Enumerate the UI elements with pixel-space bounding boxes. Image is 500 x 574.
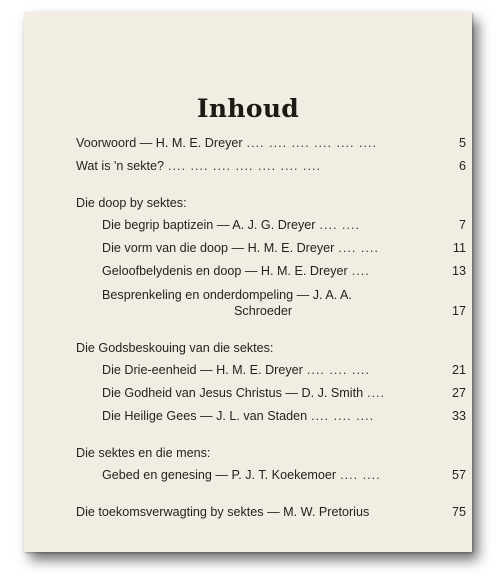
section-heading-text: Die sektes en die mens: [76, 446, 211, 460]
dot-leader: .... [351, 264, 370, 278]
page-number: 21 [451, 363, 466, 377]
toc-entry-text: Die vorm van die doop — H. M. E. Dreyer [102, 241, 335, 255]
toc-entry [76, 241, 466, 264]
section-gap [76, 182, 466, 196]
toc-entry-text: Geloofbelydenis en doop — H. M. E. Dreyer [102, 264, 348, 278]
section-heading-text: Die Godsbeskouing van die sektes: [76, 341, 274, 355]
page-number: 27 [451, 386, 466, 400]
section-gap [76, 327, 466, 341]
toc-entry [76, 363, 466, 386]
section-heading [76, 446, 466, 468]
toc-entry [76, 505, 466, 528]
page-number: 75 [451, 505, 466, 519]
dot-leader: .... .... [340, 468, 381, 482]
page-number: 5 [458, 136, 466, 150]
page-number: 13 [451, 264, 466, 278]
toc-entry-text-line1: Besprenkeling en onderdompeling — J. A. A. [102, 288, 352, 302]
page-title: Inhoud [196, 94, 300, 123]
page-number: 6 [458, 159, 466, 173]
toc-entry-text [102, 287, 352, 319]
toc-entry-text: Gebed en genesing — P. J. T. Koekemoer [102, 468, 337, 482]
page-number: 17 [451, 304, 466, 318]
dot-leader: .... [367, 386, 386, 400]
toc-entry [76, 218, 466, 241]
toc-entry-text: Die begrip baptizein — A. J. G. Dreyer [102, 218, 316, 232]
section-heading [76, 341, 466, 363]
toc-entry [76, 264, 466, 287]
section-gap [76, 491, 466, 505]
toc-entry-text-line2: Schroeder [234, 304, 293, 318]
section-heading-text: Die doop by sektes: [76, 196, 187, 210]
toc-entry [76, 409, 466, 432]
dot-leader: .... .... .... .... .... .... [246, 136, 378, 150]
toc-entry-text: Voorwoord — H. M. E. Dreyer [76, 136, 243, 150]
toc-entry-text: Die Godheid van Jesus Christus — D. J. Smith [102, 386, 364, 400]
dot-leader: .... .... .... [306, 363, 370, 377]
page-number: 57 [451, 468, 466, 482]
table-of-contents [76, 136, 466, 528]
page-number: 33 [451, 409, 466, 423]
book-page [24, 12, 472, 552]
toc-entry [76, 159, 466, 182]
page-number: 11 [452, 241, 466, 255]
toc-entry [76, 287, 466, 327]
toc-entry [76, 468, 466, 491]
dot-leader: .... .... .... [311, 409, 375, 423]
toc-entry-text: Die toekomsverwagting by sektes — M. W. Pretorius [76, 505, 370, 519]
section-heading [76, 196, 466, 218]
toc-entry [76, 386, 466, 409]
dot-leader: .... .... [319, 218, 360, 232]
toc-entry-text: Die Heilige Gees — J. L. van Staden [102, 409, 308, 423]
dot-leader: .... .... [338, 241, 379, 255]
toc-entry-text: Die Drie-eenheid — H. M. E. Dreyer [102, 363, 303, 377]
toc-entry [76, 136, 466, 159]
section-gap [76, 432, 466, 446]
toc-entry-text: Wat is 'n sekte? [76, 159, 165, 173]
dot-leader: .... .... .... .... .... .... .... [168, 159, 321, 173]
page-number: 7 [458, 218, 466, 232]
